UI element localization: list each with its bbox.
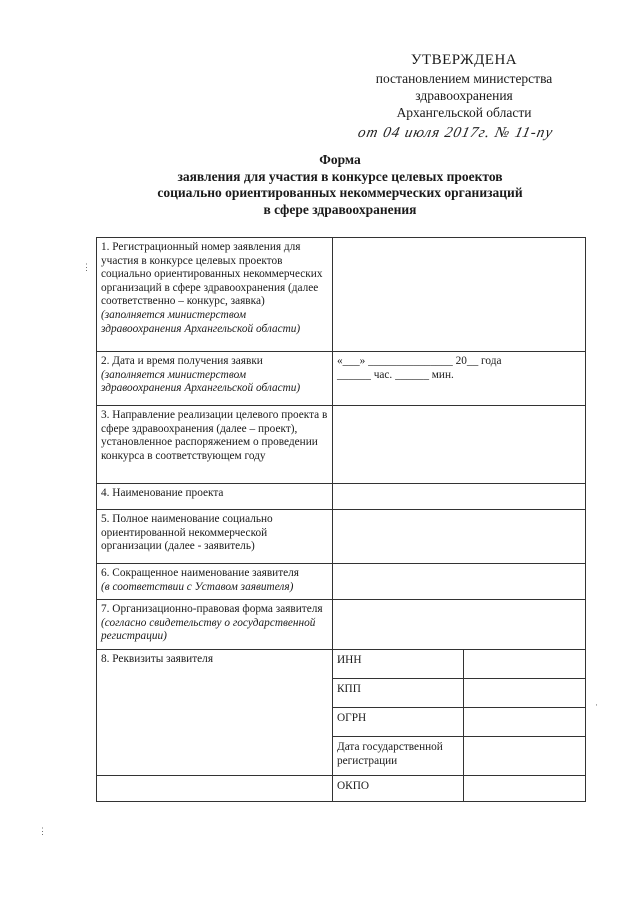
row-5-label: 5. Полное наименование социально ориентированной некоммерческой организации (далее - заявитель) [97,510,333,564]
row-1-label-cell [97,238,333,352]
row-3-label: 3. Направление реализации целевого проекта в сфере здравоохранения (далее – проект), установленное распоряжением о проведении конкурса в соответствующем году [97,406,333,484]
heading-line-2: заявления для участия в конкурсе целевых проектов [177,168,503,184]
row-1-label: 1. Регистрационный номер заявления для участия в конкурсе целевых проектов социально ориентированных некоммерческих организаций в сфере здравоохранения (далее соответственно – конкурс, заявка) [101,241,323,308]
scan-speck: ⋮ [38,826,47,836]
handwritten-date-number: от 04 июля 2017г. № 11-пу [356,125,555,141]
row-6-note: (в соответствии с Уставом заявителя) [101,580,294,593]
heading-line-4: в сфере здравоохранения [263,201,417,217]
row-6-label-cell [97,564,333,600]
okpo-value-field[interactable] [464,776,586,802]
approval-line-1: постановлением министерства [375,71,553,86]
row-8-label: 8. Реквизиты заявителя [97,650,333,776]
okpo-label: ОКПО [333,776,464,802]
row-2-label: 2. Дата и время получения заявки [101,355,263,367]
row-7-value-field[interactable] [333,600,586,650]
kpp-value-field[interactable] [464,679,586,708]
heading-line-3: социально ориентированных некоммерческих организаций [157,185,523,200]
approval-block [330,52,598,142]
registration-date-label: Дата государственной регистрации [333,737,464,776]
row-7-note: (согласно свидетельству о государственной регистрации) [101,616,316,643]
ogrn-label: ОГРН [333,708,464,737]
table-row [97,484,586,510]
table-row [97,776,586,802]
row-6-value-field[interactable] [333,564,586,600]
kpp-label: КПП [333,679,464,708]
ogrn-value-field[interactable] [464,708,586,737]
row-4-label: 4. Наименование проекта [97,484,333,510]
form-heading [90,152,590,218]
row-8-continuation-cell [97,776,333,802]
scan-speck: · [595,700,598,710]
scan-speck: ⋮ [82,262,91,272]
inn-value-field[interactable] [464,650,586,679]
row-4-value-field[interactable] [333,484,586,510]
table-row [97,564,586,600]
table-row [97,352,586,406]
row-7-label-cell [97,600,333,650]
row-2-note: (заполняется министерством здравоохранения Архангельской области) [101,368,301,395]
row-3-value-field[interactable] [333,406,586,484]
date-line: «___» _______________ 20__ года [337,355,502,367]
time-line: ______ час. ______ мин. [337,368,454,381]
row-2-value-field[interactable] [333,352,586,406]
approval-line-3: Архангельской области [396,105,532,120]
table-row [97,650,586,679]
registration-date-value-field[interactable] [464,737,586,776]
table-row [97,600,586,650]
heading-line-1: Форма [319,152,361,167]
inn-label: ИНН [333,650,464,679]
table-row [97,238,586,352]
row-1-note: (заполняется министерством здравоохранения Архангельской области) [101,308,301,335]
row-1-value-field[interactable] [333,238,586,352]
application-form-table [96,237,586,802]
table-row [97,406,586,484]
row-2-label-cell [97,352,333,406]
approval-title: УТВЕРЖДЕНА [410,52,518,68]
table-row [97,510,586,564]
row-5-value-field[interactable] [333,510,586,564]
row-6-label: 6. Сокращенное наименование заявителя [101,567,299,579]
approval-line-2: здравоохранения [415,88,513,103]
row-7-label: 7. Организационно-правовая форма заявителя [101,603,323,615]
